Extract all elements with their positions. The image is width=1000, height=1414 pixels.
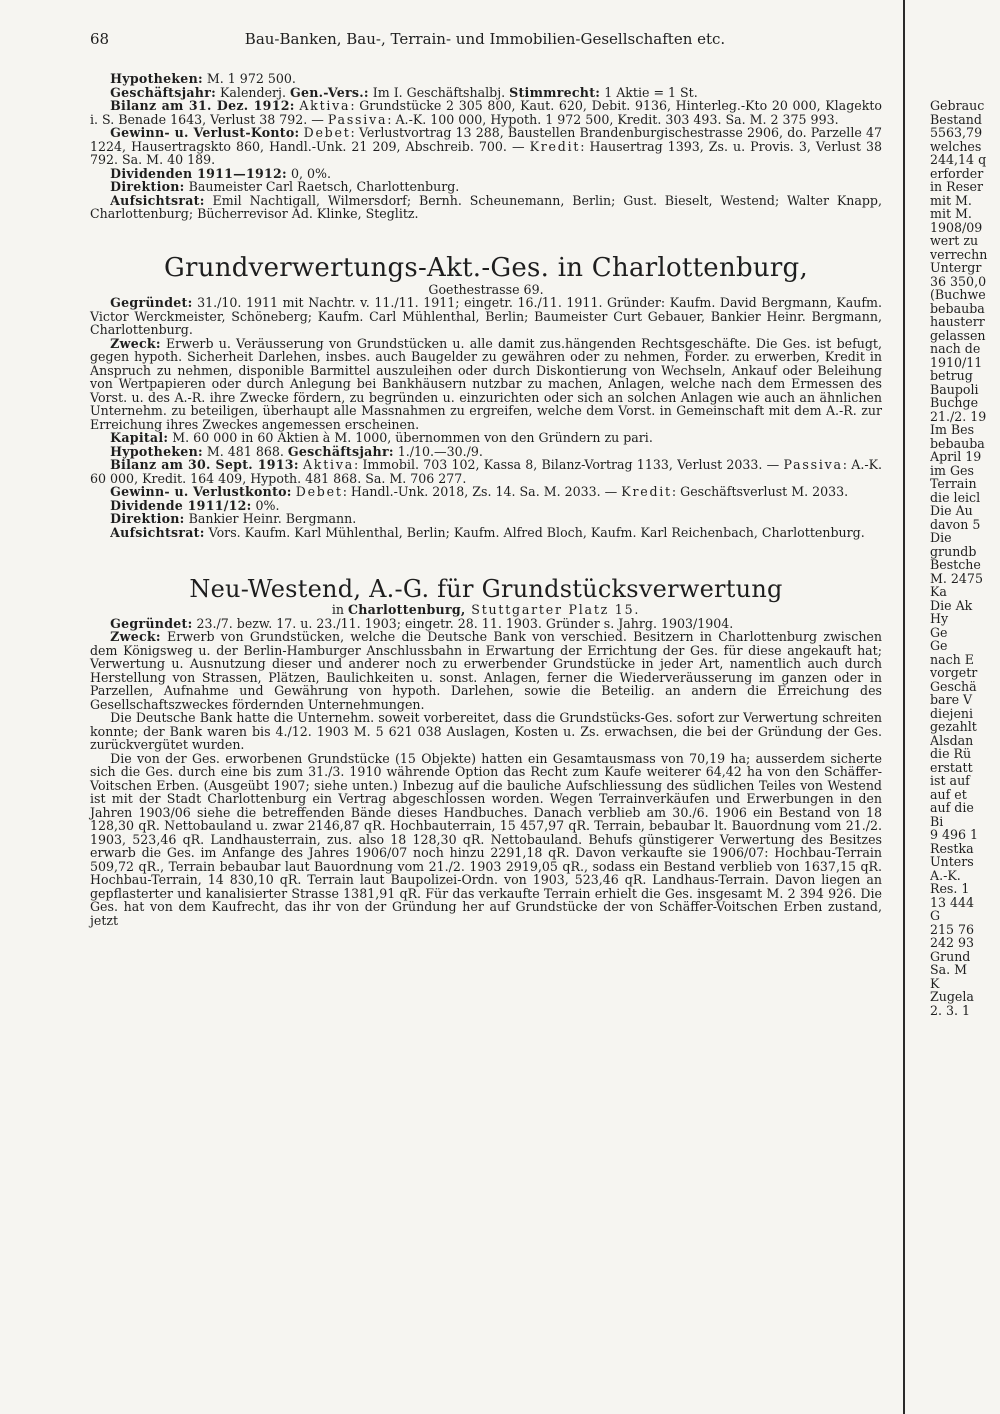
side-column-line: davon 5 bbox=[930, 516, 981, 532]
side-column-line: K bbox=[930, 975, 940, 991]
side-column-line: auf die bbox=[930, 800, 974, 815]
side-column-line: Terrain bbox=[930, 476, 977, 491]
side-column-line: Buchge bbox=[930, 395, 979, 410]
body-paragraph: Die von der Ges. erworbenen Grundstücke (15 Objekte) hatten ein Gesamtausmass von 70,19 ha; ausserdem sicherte sich die Ges. durch eine bis zum 31./3. 1910 währende Option das Recht zum Kaufe weiterer 64,42 ha von den Schäffer-Voitschen Erben. (Ausgeübt 1907; siehe unten.) Inbezug auf die bauliche Aufschliessung des südlichen Teiles von Westend ist mit der Stadt Charlottenburg ein Vertrag abgeschlossen worden. Wegen Terrainverkäufen und Erwerbungen in den Jahren 1903/06 siehe die betreffenden Bände dieses Handbuches. Danach verblieb am 30./6. 1906 ein Bestand von 18 128,30 qR. Nettobauland u. zwar 2146,87 qR. Hochbauterrain, 15 457,97 qR. Terrain, bebaubar lt. Bauordnung vom 21./2. 1903, 523,46 qR. Landhausterrain, zus. also 18 128,30 qR. Nettobauland. Behufs günstigerer Verwertung des Besitzes erwarb die Ges. im Anfange des Jahres 1906/07 noch hinzu 2291,18 qR. Davon verkaufte sie 1906/07: Hochbau-Terrain 509,72 qR., Terrain bebaubar laut Bauordnung vom 21./2. 1903 2919,05 qR., sodass ein Bestand verblieb von 1637,15 qR. Hochbau-Terrain, 14 830,10 qR. Terrain laut Baupolizei-Ordn. von 1903, 523,46 qR. Landhaus-Terrain. Davon liegen an gepflasterter und kanalisierter Strasse 1381,91 qR. Für das verkaufte Terrain erhielt die Ges. insgesamt M. 2 394 926. Die Ges. hat von dem Kaufrecht, das ihr von der Gründung her auf Grundstücke der von Schäffer-Voitschen Erben zustand, jetzt bbox=[90, 750, 882, 928]
side-column-line: mit M. bbox=[930, 206, 972, 221]
side-column-line: Die Ak bbox=[930, 597, 973, 613]
side-column-line: Ka bbox=[930, 584, 947, 599]
side-column-line: 9 496 1 bbox=[930, 827, 979, 842]
side-column-line: mit M. bbox=[930, 192, 972, 208]
side-column-line: Die bbox=[930, 530, 952, 545]
company-address: Goethestrasse 69. bbox=[428, 281, 544, 297]
side-column-line: Ge bbox=[930, 638, 948, 653]
side-column-line bbox=[930, 72, 1000, 86]
side-column-line: Unters bbox=[930, 854, 974, 869]
page-header bbox=[90, 30, 880, 60]
side-column-line: 1910/11 bbox=[930, 354, 983, 370]
side-column-line: erstatt bbox=[930, 759, 973, 775]
body-paragraph: Die Deutsche Bank hatte die Unternehm. soweit vorbereitet, dass die Grundstücks-Ges. sofort zur Verwertung schreiten konnte; der Bank waren bis 4./12. 1903 M. 5 621 038 Auslagen, Kosten u. Zs. erwachsen, die bei der Gründung der Ges. zurückvergütet wurden. bbox=[90, 710, 882, 752]
side-column-line: grundb bbox=[930, 543, 977, 559]
side-column-line: April 19 bbox=[930, 449, 982, 464]
side-column-line: Restka bbox=[930, 840, 974, 856]
side-column-line: Alsdan bbox=[930, 732, 974, 748]
column-divider bbox=[903, 0, 905, 1414]
side-column-line: 1908/09 bbox=[930, 219, 983, 235]
side-column-line: 13 444 bbox=[930, 894, 975, 910]
side-column-line: Im Bes bbox=[930, 422, 975, 437]
side-column-line: Bestche bbox=[930, 557, 981, 572]
side-column-line: 242 93 bbox=[930, 935, 975, 950]
side-column-line: 244,14 q bbox=[930, 152, 987, 167]
side-column-line: verrechn bbox=[930, 246, 988, 262]
side-column-line: Die Au bbox=[930, 503, 973, 518]
bilanz-paragraph: Bilanz am 30. Sept. 1913: Aktiva: Immobil. 703 102, Kassa 8, Bilanz-Vortrag 1133, Verlust 2033. — Passiva: A.-K. 60 000, Kredit. 164 409, Hypoth. 481 868. Sa. M. 706 277. bbox=[90, 457, 883, 486]
side-column-line: 5563,79 bbox=[930, 125, 983, 140]
hypotheken-line: Hypotheken: M. 1 972 500. bbox=[110, 71, 296, 86]
side-column-line: welches bbox=[930, 138, 982, 154]
direktion-line: Direktion: Bankier Heinr. Bergmann. bbox=[110, 511, 357, 526]
main-column bbox=[90, 72, 882, 927]
side-column-line: Untergr bbox=[930, 260, 982, 275]
side-column-line: A.-K. bbox=[930, 867, 961, 883]
hypotheken-line: Hypotheken: M. 481 868. Geschäftsjahr: 1./10.—30./9. bbox=[110, 443, 483, 459]
side-column-line: Bestand bbox=[930, 111, 982, 127]
dividende-line: Dividende 1911/12: 0%. bbox=[110, 497, 280, 513]
aufsichtsrat-paragraph: Aufsichtsrat: Vors. Kaufm. Karl Mühlenthal, Berlin; Kaufm. Alfred Bloch, Kaufm. Karl Reichenbach, Charlottenburg. bbox=[110, 524, 865, 540]
zweck-paragraph: Zweck: Erwerb von Grundstücken, welche die Deutsche Bank von verschied. Besitzern in Charlottenburg zwischen dem Königsweg u. der Berlin-Hamburger Anschlussbahn in Erwartung der Errichtung der Ges. für diese angekauft hat; Verwertung u. Ausnutzung dieser und anderer noch zu erwerbender Grundstücke in jeder Art, namentlich auch durch Herstellung von Strassen, Plätzen, Baulichkeiten u. sonst. Anlagen, ferner die Wiederveräusserung im ganzen oder in Parzellen, Aufnahme und Gewährung von hypoth. Darlehen, sowie die Beteilig. an andern die Erreichung des Gesellschaftszweckes fördernden Unternehmungen. bbox=[90, 629, 882, 712]
side-column-line: bebauba bbox=[930, 435, 985, 451]
side-column-line: Res. 1 bbox=[930, 881, 970, 896]
gegruendet-paragraph: Gegründet: 23./7. bezw. 17. u. 23./11. 1903; eingetr. 28. 11. 1903. Gründer s. Jahrg. 1903/1904. bbox=[110, 615, 734, 631]
page-number: 68 bbox=[90, 30, 110, 48]
running-head: Bau-Banken, Bau-, Terrain- und Immobilien-Gesellschaften etc. bbox=[244, 30, 726, 48]
adjacent-page-column bbox=[930, 72, 1000, 1017]
side-column-line: auf et bbox=[930, 786, 967, 802]
guv-paragraph: Gewinn- u. Verlustkonto: Debet: Handl.-Unk. 2018, Zs. 14. Sa. M. 2033. — Kredit: Geschäftsverlust M. 2033. bbox=[110, 484, 849, 499]
side-column-line: nach E bbox=[930, 651, 974, 667]
side-column-line: ist auf bbox=[930, 773, 970, 788]
side-column-line: die leicl bbox=[930, 489, 981, 505]
aufsichtsrat-paragraph: Aufsichtsrat: Emil Nachtigall, Wilmersdorf; Bernh. Scheunemann, Berlin; Gust. Bieselt, Westend; Walter Knapp, Charlottenburg; Bücherrevisor Ad. Klinke, Steglitz. bbox=[90, 192, 882, 221]
side-column-line: G bbox=[930, 908, 941, 923]
side-column-line: gezahlt bbox=[930, 719, 977, 734]
side-column-line: Ge bbox=[930, 624, 948, 640]
side-column-line: vorgetr bbox=[930, 665, 978, 680]
side-column-line: die Rü bbox=[930, 746, 972, 761]
side-column-line: Baupoli bbox=[930, 381, 979, 397]
side-column-line: Geschä bbox=[930, 678, 977, 694]
side-column-line: nach de bbox=[930, 341, 981, 356]
side-column-line: im Ges bbox=[930, 462, 974, 478]
side-column-line: betrug bbox=[930, 368, 973, 383]
side-column-line: (Buchwe bbox=[930, 287, 986, 302]
guv-paragraph: Gewinn- u. Verlust-Konto: Debet: Verlustvortrag 13 288, Baustellen Brandenburgischestrasse 2906, do. Parzelle 47 1224, Hausertragskto 860, Handl.-Unk. 21 209, Abschreib. 700. — Kredit: Hausertrag 1393, Zs. u. Provis. 3, Verlust 38 792. Sa. M. 40 189. bbox=[90, 125, 882, 167]
side-column-line: 21./2. 19 bbox=[930, 408, 987, 424]
side-column-line: Grund bbox=[930, 948, 971, 964]
side-column-line: Gebrauc bbox=[930, 98, 985, 113]
side-column-line: gelassen bbox=[930, 327, 986, 343]
side-column-line: bebauba bbox=[930, 300, 985, 316]
side-column-line: in Reser bbox=[930, 179, 984, 194]
side-column-line: erforder bbox=[930, 165, 984, 181]
side-column-line: wert zu bbox=[930, 233, 979, 248]
side-column-line: 215 76 bbox=[930, 921, 975, 937]
side-column-line: Sa. M bbox=[930, 962, 968, 977]
side-column-line: 2. 3. 1 bbox=[930, 1002, 971, 1017]
zweck-paragraph: Zweck: Erwerb u. Veräusserung von Grundstücken u. alle damit zus.hängenden Rechtsgeschäfte. Die Ges. ist befugt, gegen hypoth. Sicherheit Darlehen, insbes. auch Baugelder zu gewähren oder zu nehmen, Forder. zu erwerben, Kredit in Anspruch zu nehmen, disponible Barmittel auszuleihen oder durch Diskontierung von Wechseln, Ankauf oder Beleihung von Wertpapieren oder durch Anlegung bei Bankhäusern nutzbar zu machen, Anlagen, welche nach dem Ermessen des Vorst. u. des A.-R. ihre Zwecke fördern, zu begründen u. einzurichten oder sich an solchen Anlagen wie auch an ähnlichen Unternehm. zu beteiligen, überhaupt alle Massnahmen zu ergreifen, welche dem Vorst. in Gemeinschaft mit dem A.-R. zur Erreichung ihres Zweckes angemessen erscheinen. bbox=[90, 335, 882, 432]
side-column-line: hausterr bbox=[930, 314, 985, 329]
side-column-line bbox=[930, 86, 1000, 100]
side-column-line: 36 350,0 bbox=[930, 273, 987, 289]
company-title-grundverwertung: Grundverwertungs-Akt.-Ges. in Charlottenburg, bbox=[164, 252, 808, 283]
side-column-line: Hy bbox=[930, 611, 949, 626]
direktion-line: Direktion: Baumeister Carl Raetsch, Charlottenburg. bbox=[110, 179, 460, 194]
bilanz-paragraph: Bilanz am 31. Dez. 1912: Aktiva: Grundstücke 2 305 800, Kaut. 620, Debit. 9136, Hinterleg.-Kto 20 000, Klagekto i. S. Benade 1643, Verlust 38 792. — Passiva: A.-K. 100 000, Hypoth. 1 972 500, Kredit. 303 493. Sa. M. 2 375 993. bbox=[90, 98, 882, 127]
gegruendet-paragraph: Gegründet: 31./10. 1911 mit Nachtr. v. 11./11. 1911; eingetr. 16./11. 1911. Gründer: Kaufm. David Bergmann, Kaufm. Victor Werckmeister, Schöneberg; Kaufm. Carl Mühlenthal, Berlin; Baumeister Curt Gebauer, Bankier Heinr. Bergmann, Charlottenburg. bbox=[90, 295, 882, 337]
dividenden-line: Dividenden 1911—1912: 0, 0%. bbox=[110, 165, 331, 181]
company-title-neu-westend: Neu-Westend, A.-G. für Grundstücksverwertung bbox=[189, 575, 783, 603]
side-column-line: diejeni bbox=[930, 705, 974, 721]
side-column-line: M. 2475 bbox=[930, 570, 983, 586]
side-column-line: Bi bbox=[930, 813, 944, 829]
kapital-line: Kapital: M. 60 000 in 60 Aktien à M. 1000, übernommen von den Gründern zu pari. bbox=[110, 430, 653, 445]
side-column-line: Zugela bbox=[930, 989, 974, 1004]
company-address: in Charlottenburg, Stuttgarter Platz 15. bbox=[331, 602, 641, 617]
geschaeftsjahr-line: Geschäftsjahr: Kalenderj. Gen.-Vers.: Im I. Geschäftshalbj. Stimmrecht: 1 Aktie = 1 St. bbox=[110, 84, 698, 100]
side-column-line: bare V bbox=[930, 692, 973, 707]
